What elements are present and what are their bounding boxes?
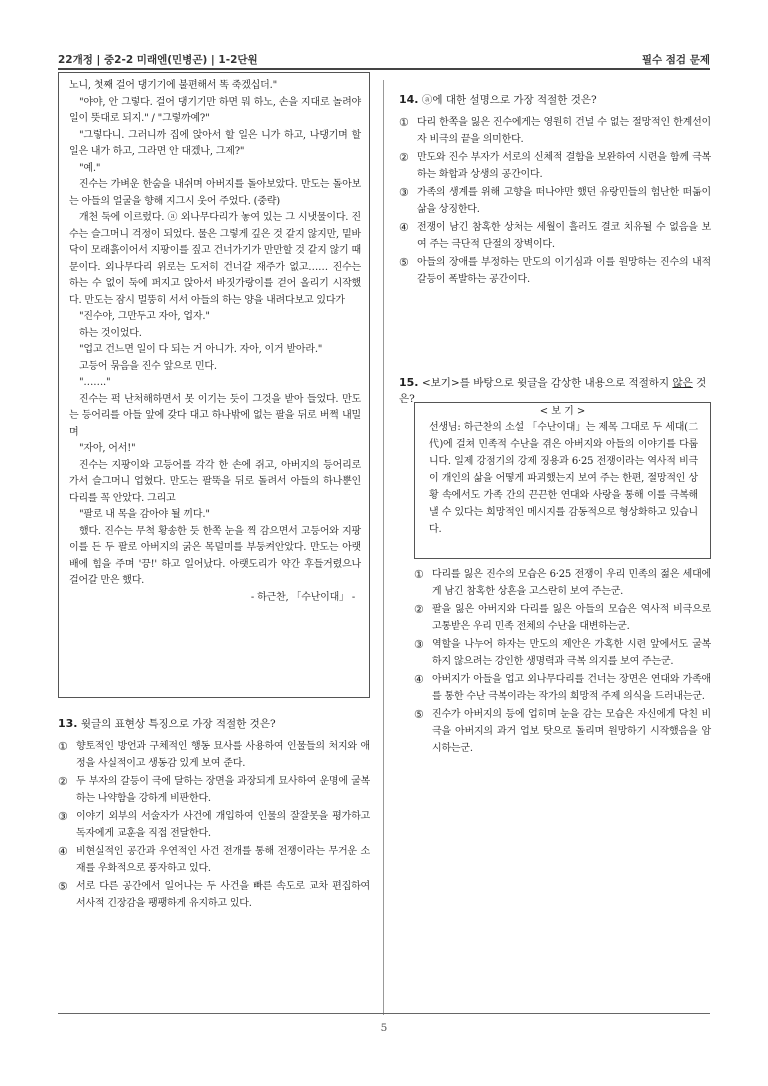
question-15-emphasis: 않은 [672,377,693,389]
passage-paragraph: 하는 것이었다. [79,327,142,339]
question-14-number: 14. [399,93,419,106]
header-course-info: 22개정 | 중2-2 미래엔(민병곤) | 1-2단원 [58,54,258,66]
option-text: 비현실적인 공간과 우연적인 사건 전개를 통해 전쟁이라는 무거운 소재를 우화적으로 풍자하고 있다. [76,846,370,874]
passage-paragraph: "자아, 어서!" [79,443,136,454]
bogi-title: < 보 기 > [536,406,590,417]
question-15-text: <보기>를 바탕으로 윗글을 감상한 내용으로 적절하지 않은 것은? [399,377,707,405]
option-text: 두 부자의 갈등이 극에 달하는 장면을 과장되게 묘사하여 운명에 굴복하는 나약함을 강하게 비판한다. [76,776,370,804]
option-text: 진수가 아버지의 등에 업히며 눈을 감는 모습은 자신에게 닥친 비극을 아버지의 과거 업보 탓으로 돌리며 원망하기 시작했음을 암시하는군. [432,709,711,754]
passage-paragraph: 개천 둑에 이르렀다. ⓐ 외나무다리가 놓여 있는 그 시냇물이다. 진수는 슬그머니 걱정이 되었다. 물은 그렇게 깊은 것 같지 않지만, 밑바닥이 모래흙이어서 지팡이를 짚고 건너가기가 만만할 것 같지 않기 때문이다. 외나무다리 위로는 도저히 건너갈 재주가 없고…… 진수는 하는 수 없이 둑에 퍼지고 앉아서 바짓가랑이를 걷어 올리기 시작했다. 만도는 잠시 멀뚱히 서서 아들의 하는 양을 내려다보고 있다가 [69,212,361,306]
passage-paragraph: 진수는 퍽 난처해하면서 못 이기는 듯이 그것을 받아 들었다. 만도는 등어리를 아들 앞에 갖다 대고 하나밖에 없는 팔을 뒤로 버쩍 내밀며 [69,393,361,438]
q15-option[interactable] [414,566,711,600]
option-number: ② [58,775,68,788]
page-number: 5 [380,1022,388,1034]
question-14-text: ⓐ에 대한 설명으로 가장 적절한 것은? [421,94,597,106]
header-rule [58,68,710,70]
option-text: 아버지가 아들을 업고 외나무다리를 건너는 장면은 연대와 가족애를 통한 수난 극복이라는 작가의 희망적 주제 의식을 드러내는군. [432,674,711,702]
option-text: 역할을 나누어 하자는 만도의 제안은 가혹한 시련 앞에서도 굴복하지 않으려는 강인한 생명력과 극복 의지를 보여 주는군. [432,639,711,667]
question-15-options-wrap [414,566,711,758]
passage-paragraph: "업고 건느면 일이 다 되는 거 아니가. 자아, 이거 받아라." [79,344,323,355]
question-13-number: 13. [58,717,78,730]
option-text: 전쟁이 남긴 참혹한 상처는 세월이 흘러도 결코 치유될 수 없음을 보여 주는 극단적 단절의 장벽이다. [417,222,711,250]
option-number: ⑤ [414,708,424,721]
q15-option[interactable] [414,601,711,635]
passage-box [58,72,370,698]
q13-option[interactable] [58,773,370,807]
q13-option[interactable] [58,878,370,912]
question-13-text: 윗글의 표현상 특징으로 가장 적절한 것은? [80,718,276,730]
q14-option[interactable] [399,219,711,253]
question-13 [58,716,370,913]
option-text: 다리를 잃은 진수의 모습은 6·25 전쟁이 우리 민족의 젊은 세대에게 남긴 참혹한 상흔을 고스란히 보여 주는군. [432,569,711,597]
option-text: 다리 한쪽을 잃은 진수에게는 영원히 건널 수 없는 절망적인 한계선이자 비극의 끝을 의미한다. [417,117,711,145]
passage-paragraph: "예." [79,162,101,174]
option-text: 팔을 잃은 아버지와 다리를 잃은 아들의 모습은 역사적 비극으로 고통받은 우리 민족 전체의 수난을 대변하는군. [432,604,711,632]
option-text: 아들의 장애를 부정하는 만도의 이기심과 이를 원망하는 진수의 내적 갈등이 폭발하는 공간이다. [417,257,711,285]
option-number: ① [58,740,68,753]
q14-option[interactable] [399,254,711,288]
option-number: ① [414,568,424,581]
q14-option[interactable] [399,114,711,148]
option-number: ④ [58,845,68,858]
q14-option[interactable] [399,149,711,183]
q13-option[interactable] [58,738,370,772]
option-text: 이야기 외부의 서술자가 사건에 개입하여 인물의 잘잘못을 평가하고 독자에게 교훈을 직접 전달한다. [76,811,370,839]
question-14-stem [399,92,711,108]
q14-option[interactable] [399,184,711,218]
option-number: ② [399,151,409,164]
q13-option[interactable] [58,808,370,842]
question-14 [399,92,711,289]
footer-rule [58,1013,710,1014]
option-number: ④ [399,221,409,234]
bogi-box [414,402,711,559]
option-number: ⑤ [399,256,409,269]
passage-paragraph: 노니, 첫째 걸어 댕기기에 불편해서 똑 죽겠십더." [69,80,277,91]
bogi-text: 선생님: 하근찬의 소설 「수난이대」는 제목 그대로 두 세대(二代)에 걸쳐 민족적 수난을 겪은 아버지와 아들의 이야기를 다룹니다. 일제 강점기의 강제 징용과 6·25 전쟁이라는 역사적 비극이 개인의 삶을 어떻게 파괴했는지 보여 주는 한편, 절망적인 상황 속에서도 가족 간의 끈끈한 연대와 사랑을 통해 이를 극복해 낼 수 있다는 희망적인 메시지를 감동적으로 형상화하고 있습니다. [429,422,698,535]
question-13-stem [58,716,370,732]
passage-paragraph: 했다. 진수는 무척 황송한 듯 한쪽 눈을 찍 감으면서 고등어와 지팡이를 든 두 팔로 아버지의 굵은 목덜미를 부둥켜안았다. 만도는 아랫배에 힘을 주며 '끙!' 하고 일어났다. 아랫도리가 약간 후들거렸으나 걸어갈 만은 했다. [69,525,361,586]
option-number: ② [414,603,424,616]
passage-source: - 하근찬, 「수난이대」 - [250,591,355,603]
option-number: ① [399,116,409,129]
passage-paragraph: "야야, 안 그렇다. 걸어 댕기기만 하면 뭐 하노, 손을 지대로 놀려야 일이 뜻대로 되지." / "그렇까예?" [69,96,361,124]
option-number: ③ [414,638,424,651]
header-section-title: 필수 점검 문제 [641,54,710,66]
question-15-options [414,566,711,757]
option-text: 만도와 진수 부자가 서로의 신체적 결함을 보완하여 시련을 함께 극복하는 화합과 상생의 공간이다. [417,152,711,180]
passage-paragraph: 진수는 가벼운 한숨을 내쉬며 아버지를 돌아보았다. 만도는 돌아보는 아들의 얼굴을 향해 지그시 웃어 주었다. (중략) [69,179,361,207]
option-text: 향토적인 방언과 구체적인 행동 묘사를 사용하여 인물들의 처지와 애정을 사실적이고 생동감 있게 보여 준다. [76,741,370,769]
passage-paragraph: "진수야, 그만두고 자아, 업자." [79,311,210,322]
q15-option[interactable] [414,636,711,670]
question-15-number: 15. [399,376,419,389]
passage-paragraph: "……." [79,377,111,388]
passage-paragraph: 진수는 지팡이와 고등어를 각각 한 손에 쥐고, 아버지의 등어리로 가서 슬그머니 업혔다. 만도는 팔뚝을 뒤로 돌려서 아들의 하나뿐인 다리를 꼭 안았다. 그리고 [69,459,361,504]
option-number: ④ [414,673,424,686]
passage-paragraph: 고등어 묶음을 진수 앞으로 민다. [79,360,217,372]
option-number: ③ [58,810,68,823]
question-13-options [58,738,370,912]
q15-option[interactable] [414,671,711,705]
question-14-options [399,114,711,288]
q15-option[interactable] [414,706,711,757]
option-number: ③ [399,186,409,199]
passage-paragraph: "팔로 내 목을 감아야 될 끼다." [79,509,210,520]
option-text: 가족의 생계를 위해 고향을 떠나야만 했던 유랑민들의 험난한 떠돎이 삶을 상징한다. [417,187,711,215]
passage-paragraph: "그렇다니. 그러니까 집에 앉아서 할 일은 니가 하고, 나댕기며 할 일은 내가 하고, 그라면 안 대겠나, 그제?" [69,129,361,157]
option-number: ⑤ [58,880,68,893]
q13-option[interactable] [58,843,370,877]
option-text: 서로 다른 공간에서 일어나는 두 사건을 빠른 속도로 교차 편집하여 서사적 긴장감을 팽팽하게 유지하고 있다. [76,881,370,909]
column-divider [383,80,384,1015]
